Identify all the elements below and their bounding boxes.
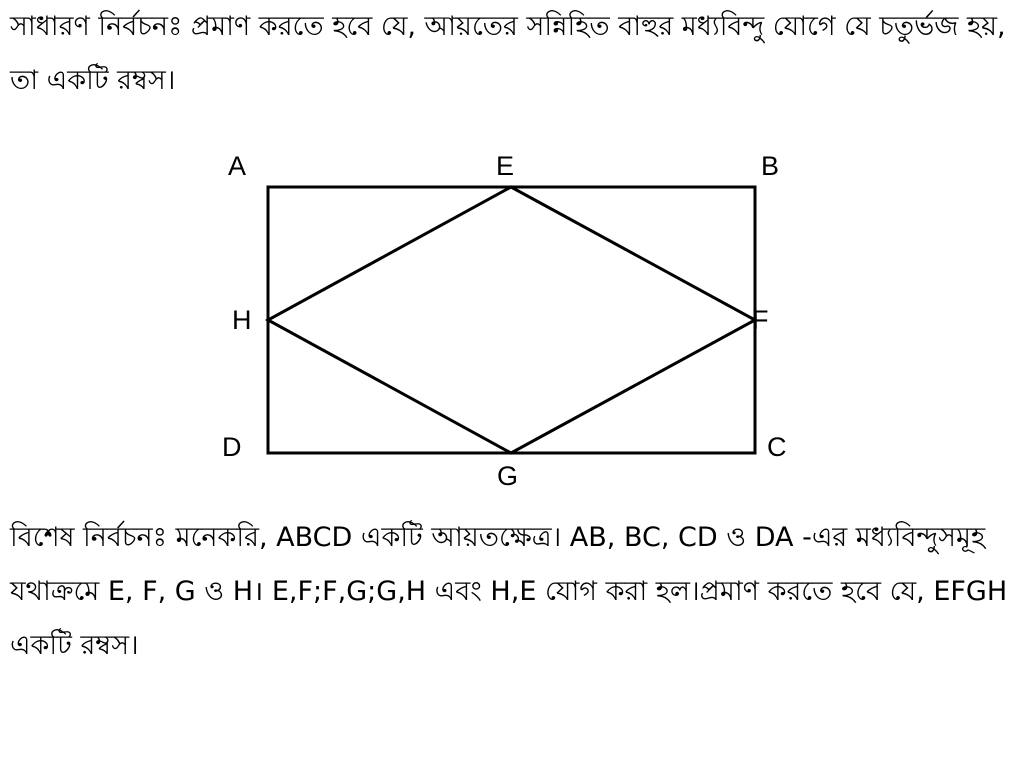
general-statement: সাধারণ নির্বচনঃ প্রমাণ করতে হবে যে, আয়তের সন্নিহিত বাহুর মধ্যবিন্দু যোগে যে চতুর্ভজ হয়, তা একটি রম্বস। — [10, 11, 1006, 96]
specific-statement: বিশেষ নির্বচনঃ মনেকরি, ABCD একটি আয়তক্ষেত্র। AB, BC, CD ও DA -এর মধ্যবিন্দুসমূহ যথাক্রমে E, F, G ও H। E,F;F,G;G,H এবং H,E যোগ করা হল।প্রমাণ করতে হবে যে, EFGH একটি রম্বস। — [10, 522, 1008, 661]
vertex-label-b: B — [761, 151, 780, 181]
vertex-label-d: D — [222, 432, 242, 462]
rectangle-abcd — [268, 187, 755, 453]
vertex-label-g: G — [497, 461, 519, 491]
vertex-label-c: C — [767, 432, 787, 462]
vertex-label-f: F — [752, 305, 769, 335]
vertex-label-a: A — [228, 151, 247, 181]
vertex-label-h: H — [232, 305, 252, 335]
rhombus-efgh — [268, 187, 755, 453]
vertex-label-e: E — [496, 151, 515, 181]
